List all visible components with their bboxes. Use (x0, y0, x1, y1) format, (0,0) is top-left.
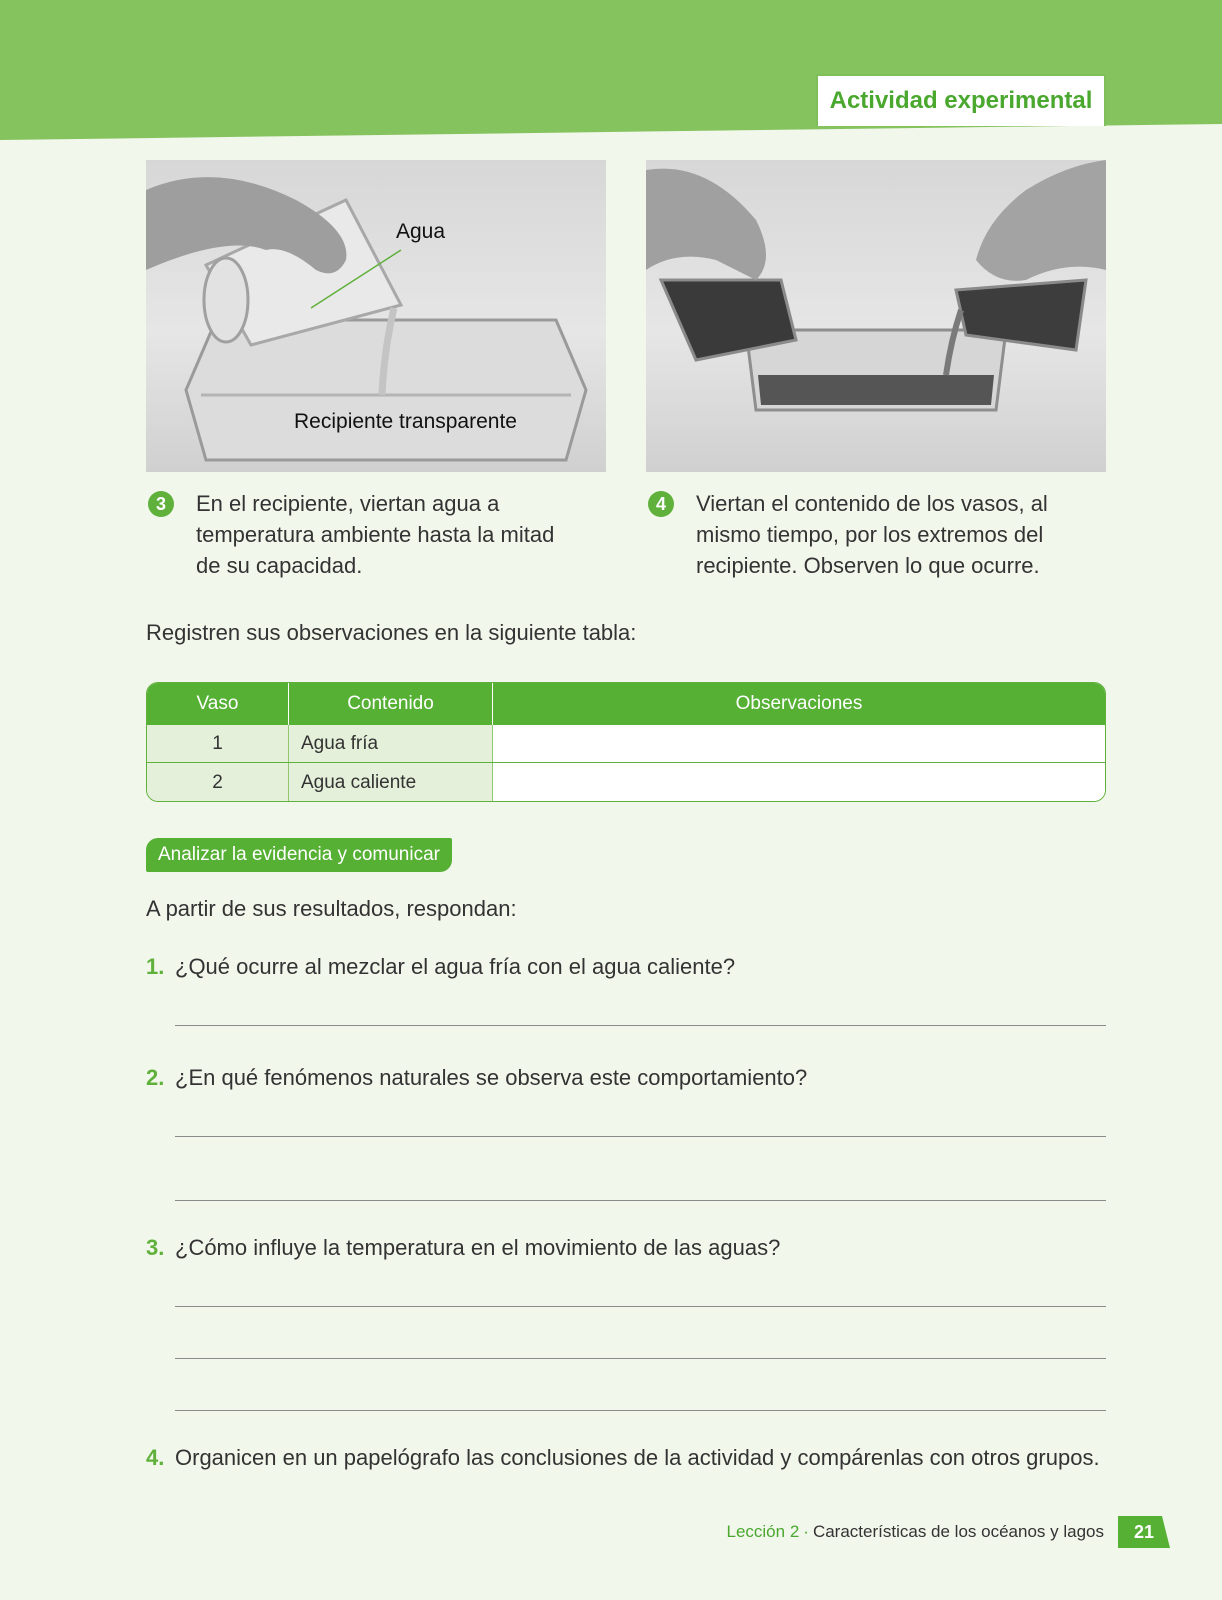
answer-line[interactable] (175, 1200, 1106, 1201)
cell-observaciones[interactable] (493, 725, 1105, 762)
table-row (147, 763, 1105, 802)
question-3 (146, 1235, 780, 1261)
answer-line[interactable] (175, 1025, 1106, 1026)
photo-pouring-both-glasses (646, 160, 1106, 472)
question-text: ¿Cómo influye la temperatura en el movimiento de las aguas? (175, 1235, 781, 1260)
question-number: 2. (146, 1065, 165, 1090)
answer-line[interactable] (175, 1136, 1106, 1137)
cell-observaciones[interactable] (493, 763, 1105, 802)
cell-contenido: Agua fría (289, 725, 493, 762)
table-row (147, 725, 1105, 763)
cell-contenido: Agua caliente (289, 763, 493, 802)
question-text: ¿En qué fenómenos naturales se observa este comportamiento? (175, 1065, 808, 1090)
question-4 (146, 1445, 1100, 1471)
step-text: En el recipiente, viertan agua a temperatura ambiente hasta la mitad de su capacidad. (196, 491, 555, 578)
table-header-row (147, 683, 1105, 725)
question-1 (146, 954, 735, 980)
step-text: Viertan el contenido de los vasos, al mismo tiempo, por los extremos del recipiente. Observen lo que ocurre. (696, 491, 1048, 578)
activity-tag: Actividad experimental (816, 74, 1106, 126)
step-number-badge: 3 (148, 491, 174, 517)
question-2 (146, 1065, 807, 1091)
answer-line[interactable] (175, 1358, 1106, 1359)
footer-separator: · (803, 1522, 809, 1541)
header-vaso: Vaso (147, 683, 289, 725)
step-3 (148, 488, 578, 581)
header-observaciones: Observaciones (735, 693, 863, 714)
page-footer (727, 1522, 1105, 1542)
question-number: 3. (146, 1235, 165, 1260)
question-number: 1. (146, 954, 165, 979)
question-text: ¿Qué ocurre al mezclar el agua fría con el agua caliente? (175, 954, 736, 979)
step-4 (648, 488, 1078, 581)
cell-vaso: 1 (147, 725, 289, 762)
cell-vaso: 2 (147, 763, 289, 802)
label-container: Recipiente transparente (294, 410, 517, 433)
header-contenido: Contenido (289, 683, 493, 725)
answer-line[interactable] (175, 1306, 1106, 1307)
section-pill: Analizar la evidencia y comunicar (146, 838, 452, 872)
question-number: 4. (146, 1445, 165, 1470)
footer-lesson: Lección 2 (726, 1522, 800, 1541)
observations-table (146, 682, 1106, 802)
photo-pouring-water (146, 160, 606, 472)
page-number: 21 (1133, 1521, 1155, 1542)
step-number-badge: 4 (648, 491, 674, 517)
table-intro: Registren sus observaciones en la siguiente tabla: (146, 620, 637, 645)
question-text: Organicen en un papelógrafo las conclusiones de la actividad y compárenlas con otros grupos. (175, 1445, 1100, 1470)
questions-prompt: A partir de sus resultados, respondan: (146, 896, 517, 921)
page-number-badge (1118, 1516, 1170, 1548)
footer-title: Características de los océanos y lagos (812, 1522, 1104, 1541)
answer-line[interactable] (175, 1410, 1106, 1411)
label-water: Agua (396, 220, 446, 243)
